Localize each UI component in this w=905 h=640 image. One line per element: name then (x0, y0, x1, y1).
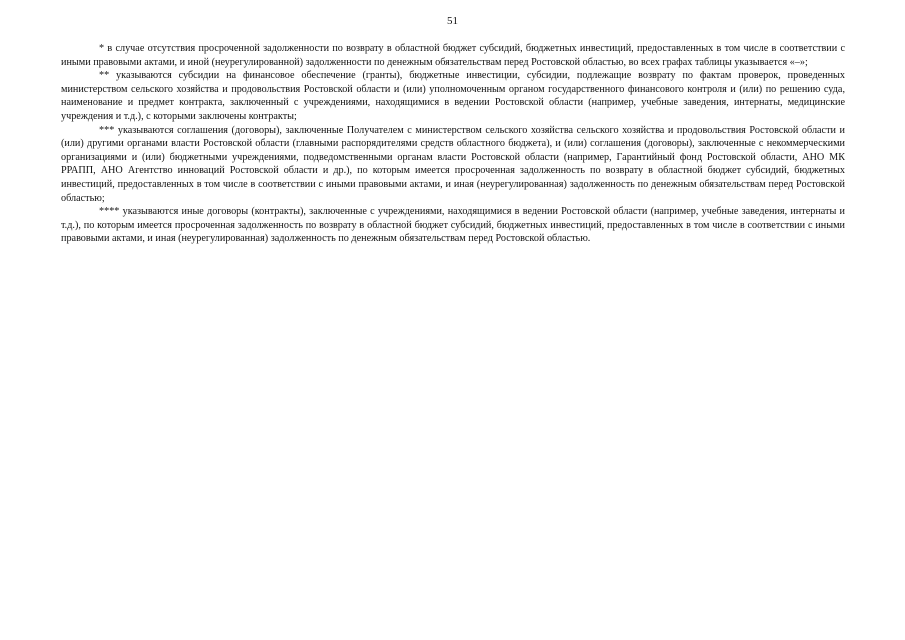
footnote-2: ** указываются субсидии на финансовое обеспечение (гранты), бюджетные инвестиции, субсидии, подлежащие возврату по фактам проверок, проведенных министерством сельского хозяйства и продовольствия Ростовской области и (или) уполномоченным органом государственного финансового контроля и (или) по решению суда, наименование и предмет контракта, заключенный с учреждениями, находящимися в ведении Ростовской области (например, учебные заведения, интернаты, медицинские учреждения и т.д.), с которыми заключены контракты; (61, 70, 845, 122)
footnotes-section (61, 42, 845, 246)
footnote-1: * в случае отсутствия просроченной задолженности по возврату в областной бюджет субсидий, бюджетных инвестиций, предоставленных в том числе в соответствии с иными правовыми актами, и иной (неурегулированной) задолженности по денежным обязательствам перед Ростовской областью, во всех графах таблицы указывается «–»; (61, 43, 845, 68)
footnote-4: **** указываются иные договоры (контракты), заключенные с учреждениями, находящимися в ведении Ростовской области (например, учебные заведения, интернаты и т.д.), по которым имеется просроченная задолженность по возврату в областной бюджет субсидий, бюджетных инвестиций, предоставленных в том числе в соответствии с иными правовыми актами, и иная (неурегулированная) задолженность по денежным обязательствам перед Ростовской областью. (61, 206, 845, 245)
page-number: 51 (447, 15, 458, 27)
footnote-3: *** указываются соглашения (договоры), заключенные Получателем с министерством сельского хозяйства сельского хозяйства и продовольствия Ростовской области и (или) другими органами власти Ростовской области (главными распорядителями средств областного бюджета), и (или) соглашения (договоры), заключенные с некоммерческими организациями и (или) бюджетными учреждениями, подведомственными органам власти Ростовской области (например, Гарантийный фонд Ростовской области, АНО МК РРАПП, АНО Агентство инноваций Ростовской области и др.), по которым имеется просроченная задолженность по возврату в областной бюджет субсидий, бюджетных инвестиций, предоставленных в том числе в соответствии с иными правовыми актами, и иная (неурегулированная) задолженность по денежным обязательствам перед Ростовской областью; (61, 124, 845, 204)
